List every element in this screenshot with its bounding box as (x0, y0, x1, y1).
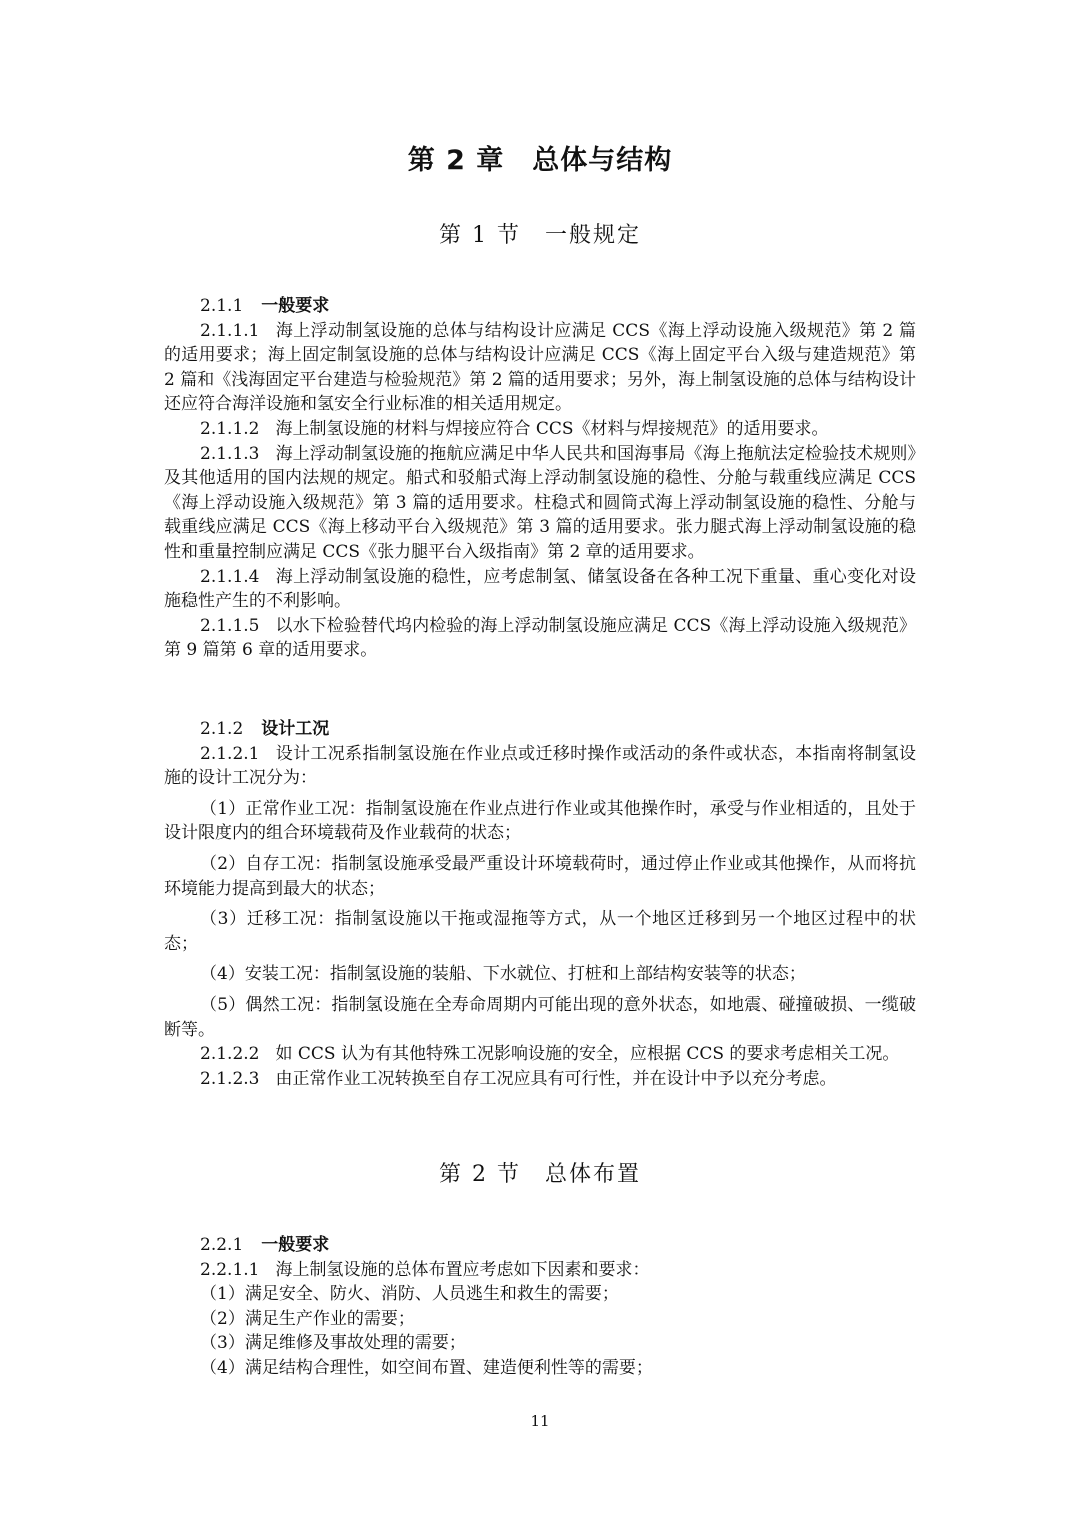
subsection-title: 一般要求 (261, 296, 330, 316)
clause-text: 如 CCS 认为有其他特殊工况影响设施的安全，应根据 CCS 的要求考虑相关工况。 (275, 1044, 900, 1065)
paragraph-2-2-1-1 (164, 1258, 916, 1283)
subsection-number: 2.1.2 (200, 719, 244, 739)
list-item: （2）自存工况：指制氢设施承受最严重设计环境载荷时，通过停止作业或其他操作，从而将抗环境能力提高到最大的状态； (164, 853, 916, 899)
clause-number: 2.1.1.3 (200, 443, 260, 464)
subsection-number: 2.2.1 (200, 1235, 244, 1255)
paragraph-2-1-1-5 (164, 614, 916, 663)
section-2-1-2 (164, 717, 916, 1091)
clause-text: 海上浮动制氢设施的拖航应满足中华人民共和国海事局《海上拖航法定检验技术规则》及其他适用的国内法规的规定。船式和驳船式海上浮动制氢设施的稳性、分舱与载重线应满足 CCS《海上浮动设施入级规范》第 3 篇的适用要求。柱稳式和圆筒式海上浮动制氢设施的稳性、分舱与载重线应满足 CCS《海上移动平台入级规范》第 3 篇的适用要求。张力腿式海上浮动制氢设施的稳性和重量控制应满足 CCS《张力腿平台入级指南》第 2 章的适用要求。 (164, 443, 916, 562)
clause-number: 2.1.1.5 (200, 615, 260, 636)
list-item: （1）正常作业工况：指制氢设施在作业点进行作业或其他操作时，承受与作业相适的，且处于设计限度内的组合环境载荷及作业载荷的状态； (164, 798, 916, 844)
subsection-title: 设计工况 (261, 719, 330, 739)
section-2-2-1 (164, 1233, 916, 1381)
paragraph-2-1-1-1 (164, 319, 916, 417)
section-title-1: 第 1 节 一般规定 (439, 223, 641, 248)
list-item: （4）安装工况：指制氢设施的装船、下水就位、打桩和上部结构安装等的状态； (200, 964, 806, 985)
clause-text: 海上制氢设施的材料与焊接应符合 CCS《材料与焊接规范》的适用要求。 (275, 418, 829, 439)
list-item: （2）满足生产作业的需要； (200, 1308, 415, 1329)
list-item: （3）满足维修及事故处理的需要； (200, 1333, 466, 1354)
clause-text: 海上浮动制氢设施的总体与结构设计应满足 CCS《海上浮动设施入级规范》第 2 篇的适用要求；海上固定制氢设施的总体与结构设计应满足 CCS《海上固定平台入级与建造规范》第 2 篇和《浅海固定平台建造与检验规范》第 2 篇的适用要求；另外，海上制氢设施的总体与结构设计还应符合海洋设施和氢安全行业标准的相关适用规定。 (164, 320, 916, 415)
clause-number: 2.1.1.1 (200, 320, 260, 341)
paragraph-2-1-2-2 (164, 1042, 916, 1067)
clause-number: 2.1.1.4 (200, 566, 260, 587)
paragraph-2-1-1-2 (164, 417, 916, 442)
subsection-title: 一般要求 (261, 1235, 330, 1255)
clause-number: 2.1.2.1 (200, 743, 260, 764)
clause-text: 以水下检验替代坞内检验的海上浮动制氢设施应满足 CCS《海上浮动设施入级规范》第 9 篇第 6 章的适用要求。 (164, 615, 916, 661)
paragraph-2-1-2-3 (164, 1067, 916, 1092)
list-item: （1）满足安全、防火、消防、人员逃生和救生的需要； (200, 1284, 619, 1305)
paragraph-2-1-1-4 (164, 565, 916, 614)
paragraph-2-1-2-1 (164, 742, 916, 791)
chapter-title: 第 2 章 总体与结构 (407, 145, 673, 176)
clause-text: 由正常作业工况转换至自存工况应具有可行性，并在设计中予以充分考虑。 (275, 1068, 837, 1089)
page-number: 11 (530, 1412, 550, 1430)
subsection-number: 2.1.1 (200, 296, 244, 316)
clause-text: 海上制氢设施的总体布置应考虑如下因素和要求： (275, 1259, 650, 1280)
clause-text: 设计工况系指制氢设施在作业点或迁移时操作或活动的条件或状态，本指南将制氢设施的设计工况分为： (164, 743, 916, 789)
list-item: （5）偶然工况：指制氢设施在全寿命周期内可能出现的意外状态，如地震、碰撞破损、一缆破断等。 (164, 994, 916, 1040)
clause-text: 海上浮动制氢设施的稳性，应考虑制氢、储氢设备在各种工况下重量、重心变化对设施稳性产生的不利影响。 (164, 566, 916, 612)
clause-number: 2.1.1.2 (200, 418, 260, 439)
clause-number: 2.2.1.1 (200, 1259, 260, 1280)
clause-number: 2.1.2.2 (200, 1044, 260, 1065)
list-item: （3）迁移工况：指制氢设施以干拖或湿拖等方式，从一个地区迁移到另一个地区过程中的状态； (164, 909, 916, 954)
subsection-heading (164, 294, 916, 319)
clause-number: 2.1.2.3 (200, 1068, 260, 1089)
paragraph-2-1-1-3 (164, 442, 916, 565)
list-item: （4）满足结构合理性，如空间布置、建造便利性等的需要； (200, 1357, 653, 1378)
section-2-1-1 (164, 294, 916, 663)
subsection-heading (164, 1233, 916, 1258)
section-title-2: 第 2 节 总体布置 (439, 1162, 641, 1187)
subsection-heading (164, 717, 916, 742)
